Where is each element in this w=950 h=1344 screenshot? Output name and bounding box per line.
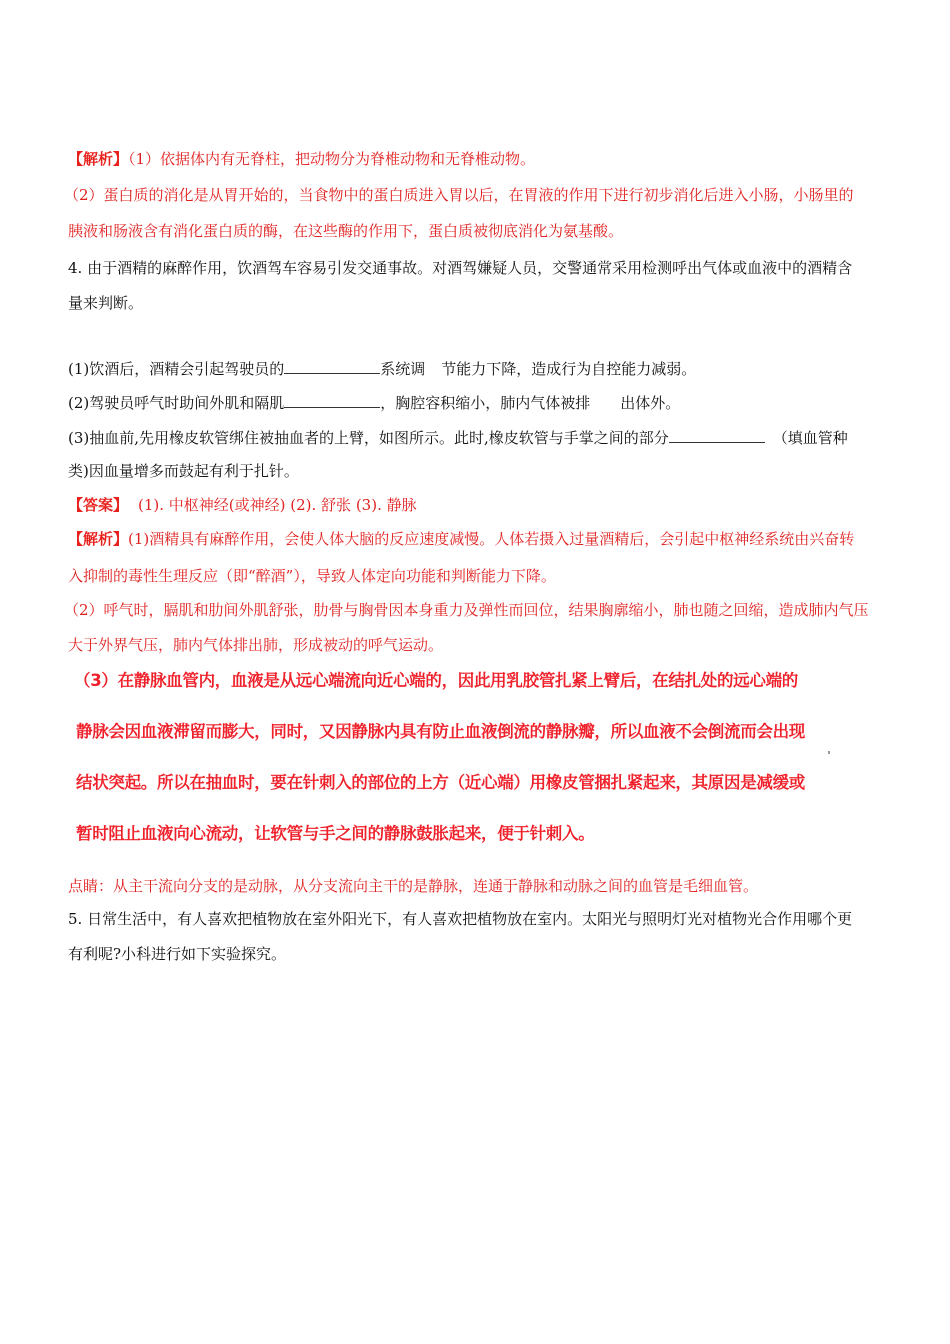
q4-analysis-text-1: (1)酒精具有麻醉作用，会使人体大脑的反应速度减慢。人体若摄入过量酒精后，会引起中枢神经系统由兴奋转 <box>128 530 855 548</box>
q4-answer <box>68 495 417 515</box>
q4-analysis-line-4: 大于外界气压，肺内气体排出肺，形成被动的呼气运动。 <box>68 636 444 654</box>
q4-sub1-text-b: 系统调 <box>380 360 426 378</box>
q4-analysis-line-1 <box>68 529 854 549</box>
q4-analysis-3-line-2: 静脉会因血液滞留而膨大，同时，又因静脉内具有防止血液倒流的静脉瓣，所以血液不会倒流而会出现 <box>76 722 806 741</box>
q4-sub3-text-b: （填血管种 <box>772 429 848 447</box>
q4-sub1-text-a: (1)饮酒后，酒精会引起驾驶员的 <box>68 360 285 378</box>
analysis-text: （1）依据体内有无脊柱，把动物分为脊椎动物和无脊椎动物。 <box>128 150 536 168</box>
q4-sub2-text-c: 出体外。 <box>620 394 681 412</box>
q4-stem-line-1: 4. 由于酒精的麻醉作用，饮酒驾车容易引发交通事故。对酒驾嫌疑人员，交警通常采用检测呼出气体或血液中的酒精含 <box>68 259 853 277</box>
q4-analysis-line-3: （2）呼气时，膈肌和肋间外肌舒张，肋骨与胸骨因本身重力及弹性而回位，结果胸廓缩小，肺也随之回缩，造成肺内气压 <box>64 601 869 619</box>
q4-analysis-3-line-4: 暂时阻止血液向心流动，让软管与手之间的静脉鼓胀起来，便于针刺入。 <box>76 824 595 843</box>
q4-stem-line-2: 量来判断。 <box>68 294 144 312</box>
image-edge-mark <box>828 751 830 754</box>
q4-analysis-line-2: 入抑制的毒性生理反应（即“醉酒”），导致人体定向功能和判断能力下降。 <box>68 567 556 585</box>
q4-sub2-blank <box>284 392 380 408</box>
prev-analysis-line-2: （2）蛋白质的消化是从胃开始的，当食物中的蛋白质进入胃以后，在胃液的作用下进行初步消化后进入小肠，小肠里的 <box>64 186 854 204</box>
q4-sub2-text-a: (2)驾驶员呼气时助间外肌和隔肌 <box>68 394 285 412</box>
q4-sub1-text-c: 节能力下降，造成行为自控能力减弱。 <box>441 360 697 378</box>
q4-sub2 <box>68 392 680 413</box>
q4-sub3-line-2: 类)因血量增多而鼓起有利于扎针。 <box>68 462 299 480</box>
prev-analysis-line-3: 胰液和肠液含有消化蛋白质的酶，在这些酶的作用下，蛋白质被彻底消化为氨基酸。 <box>68 222 624 240</box>
q4-sub1 <box>68 358 696 379</box>
q4-analysis-3-line-1: （3）在静脉血管内，血液是从远心端流向近心端的，因此用乳胶管扎紧上臂后，在结扎处的远心端的 <box>74 671 798 690</box>
q5-stem-line-2: 有利呢?小科进行如下实验探究。 <box>68 945 287 963</box>
q4-sub3-blank <box>669 427 765 443</box>
answer-tag: 【答案】 <box>68 496 129 514</box>
q5-stem-line-1: 5. 日常生活中，有人喜欢把植物放在室外阳光下，有人喜欢把植物放在室内。太阳光与照明灯光对植物光合作用哪个更 <box>68 910 853 928</box>
q4-sub1-blank <box>284 358 380 374</box>
q4-tip: 点睛：从主干流向分支的是动脉，从分支流向主干的是静脉，连通于静脉和动脉之间的血管是毛细血管。 <box>68 877 759 895</box>
q4-sub3-text-a: (3)抽血前,先用橡皮软管绑住被抽血者的上臂，如图所示。此时,橡皮软管与手掌之间的部分 <box>68 429 669 447</box>
q4-sub2-text-b: ，胸腔容积缩小，肺内气体被排 <box>380 394 591 412</box>
answer-text: (1). 中枢神经(或神经) (2). 舒张 (3). 静脉 <box>138 496 417 514</box>
q4-analysis-tag: 【解析】 <box>68 530 129 548</box>
analysis-tag: 【解析】 <box>68 150 129 168</box>
prev-analysis-line-1 <box>68 149 535 169</box>
q4-sub3 <box>68 427 848 448</box>
q4-analysis-3-line-3: 结状突起。所以在抽血时，要在针刺入的部位的上方（近心端）用橡皮管捆扎紧起来，其原因是减缓或 <box>76 773 806 792</box>
